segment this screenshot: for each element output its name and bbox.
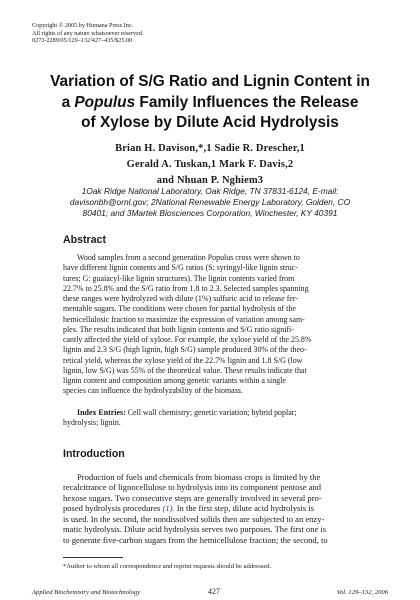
title-text: Family Influences the Release — [135, 93, 359, 111]
copyright-line: 0273-2289/05/129–132/427–435/$25.00 — [32, 37, 133, 45]
intro-line: hexose sugars. Two consecutive steps are generally involved in several pro- — [63, 492, 322, 503]
intro-text: posed hydrolysis procedures — [63, 503, 163, 514]
author-line: Gerald A. Tuskan,1 Mark F. Davis,2 — [126, 159, 294, 170]
title-text: a — [61, 93, 75, 111]
copyright-line: Copyright © 2005 by Humana Press Inc. — [32, 22, 134, 29]
abstract-line: hemicellulosic fraction to maximize the expression of variation among sam- — [63, 314, 305, 324]
index-entries-line: hydrolysis; lignin. — [63, 418, 121, 428]
affiliations — [40, 186, 380, 220]
abstract-line: have different lignin contents and S/G ratios (S: syringyl-like lignin struc- — [63, 263, 298, 273]
title-genus: Populus — [74, 93, 136, 111]
copyright-notice — [32, 22, 232, 45]
intro-line: Production of fuels and chemicals from biomass crops is limited by the — [77, 472, 321, 482]
article-title — [40, 72, 380, 134]
intro-line — [63, 503, 363, 513]
abstract-line: cantly affected the yield of xylose. For example, the xylose yield of the 25.8% — [63, 335, 312, 344]
abstract-line: species can influence the hydrolyzability of the biomass. — [63, 386, 243, 396]
intro-line: matic hydrolysis. Dilute acid hydrolysis serves two purposes. The first one is — [63, 524, 327, 535]
index-entries-label: Index Entries: — [77, 408, 126, 417]
abstract-line: lignin and 2.3 S/G (high lignin, high S/G) sample produced 30% of the theo- — [63, 345, 307, 355]
abstract-line: tures; G: guaiacyl-like lignin structures). The lignin contents varied from — [63, 273, 295, 283]
reference-link[interactable]: (1). — [162, 503, 175, 514]
volume-info: Vol. 129–132, 2006 — [336, 589, 388, 596]
journal-name: Applied Biochemistry and Biotechnology — [32, 589, 141, 596]
correspondence-footnote: *Author to whom all correspondence and reprint requests should be addressed. — [63, 563, 272, 570]
abstract-line: these ranges were hydrolyzed with dilute (1%) sulfuric acid to release fer- — [63, 294, 299, 303]
index-entries-text: Cell wall chemistry; genetic variation; hybrid poplar; — [125, 408, 297, 417]
introduction-heading: Introduction — [63, 448, 125, 460]
affiliation-line: 80401; and 3Martek Biosciences Corporation, Winchester, KY 40391 — [82, 208, 338, 219]
abstract-line: mentable sugars. The conditions were chosen for partial hydrolysis of the — [63, 304, 296, 314]
author-line: Brian H. Davison,*,1 Sadie R. Drescher,1 — [115, 143, 305, 154]
abstract-line: Wood samples from a second generation Populus cross were shown to — [77, 253, 300, 262]
page-number: 427 — [208, 587, 220, 596]
footnote-divider — [63, 557, 123, 558]
author-list — [40, 141, 380, 189]
abstract-line: ples. The results indicated that both lignin contents and S/G ratio signifi- — [63, 324, 294, 334]
title-line-1: Variation of S/G Ratio and Lignin Content in — [50, 73, 370, 90]
copyright-line: All rights of any nature whatsoever reserved. — [32, 29, 144, 37]
abstract-heading: Abstract — [63, 234, 106, 246]
affiliation-line: davisonbh@ornl.gov; 2National Renewable Energy Laboratory, Golden, CO — [69, 197, 351, 208]
index-entries — [63, 408, 363, 429]
intro-text: In the first step, dilute acid hydrolysis is — [174, 503, 314, 514]
abstract-body — [63, 253, 363, 397]
affiliation-line: 1Oak Ridge National Laboratory, Oak Ridge, TN 37831-6124, E-mail: — [81, 186, 339, 196]
intro-line: recalcitrance of lignocellulose to hydrolysis into its component pentose and — [63, 482, 322, 493]
abstract-line: lignin content and composition among genetic variants within a single — [63, 376, 286, 385]
index-entries-line — [63, 408, 363, 418]
intro-line: to generate five-carbon sugars from the hemicellulose fraction; the second, to — [63, 534, 328, 545]
author-line: and Nhuan P. Nghiem3 — [156, 175, 264, 186]
abstract-line: 22.7% to 25.8% and the S/G ratio from 1.8 to 2.3. Selected samples spanning — [63, 283, 309, 293]
title-line-3: of Xylose by Dilute Acid Hydrolysis — [81, 114, 339, 131]
introduction-body — [63, 472, 363, 545]
abstract-line: retical yield, whereas the xylose yield of the 22.7% lignin and 1.8 S/G (low — [63, 355, 303, 365]
intro-line: is used. In the second, the nondissolved solids then are subjected to an enzy- — [63, 513, 325, 524]
title-line-2 — [40, 93, 380, 114]
abstract-line: lignin, low S/G) was 55% of the theoretical value. These results indicate that — [63, 365, 307, 375]
